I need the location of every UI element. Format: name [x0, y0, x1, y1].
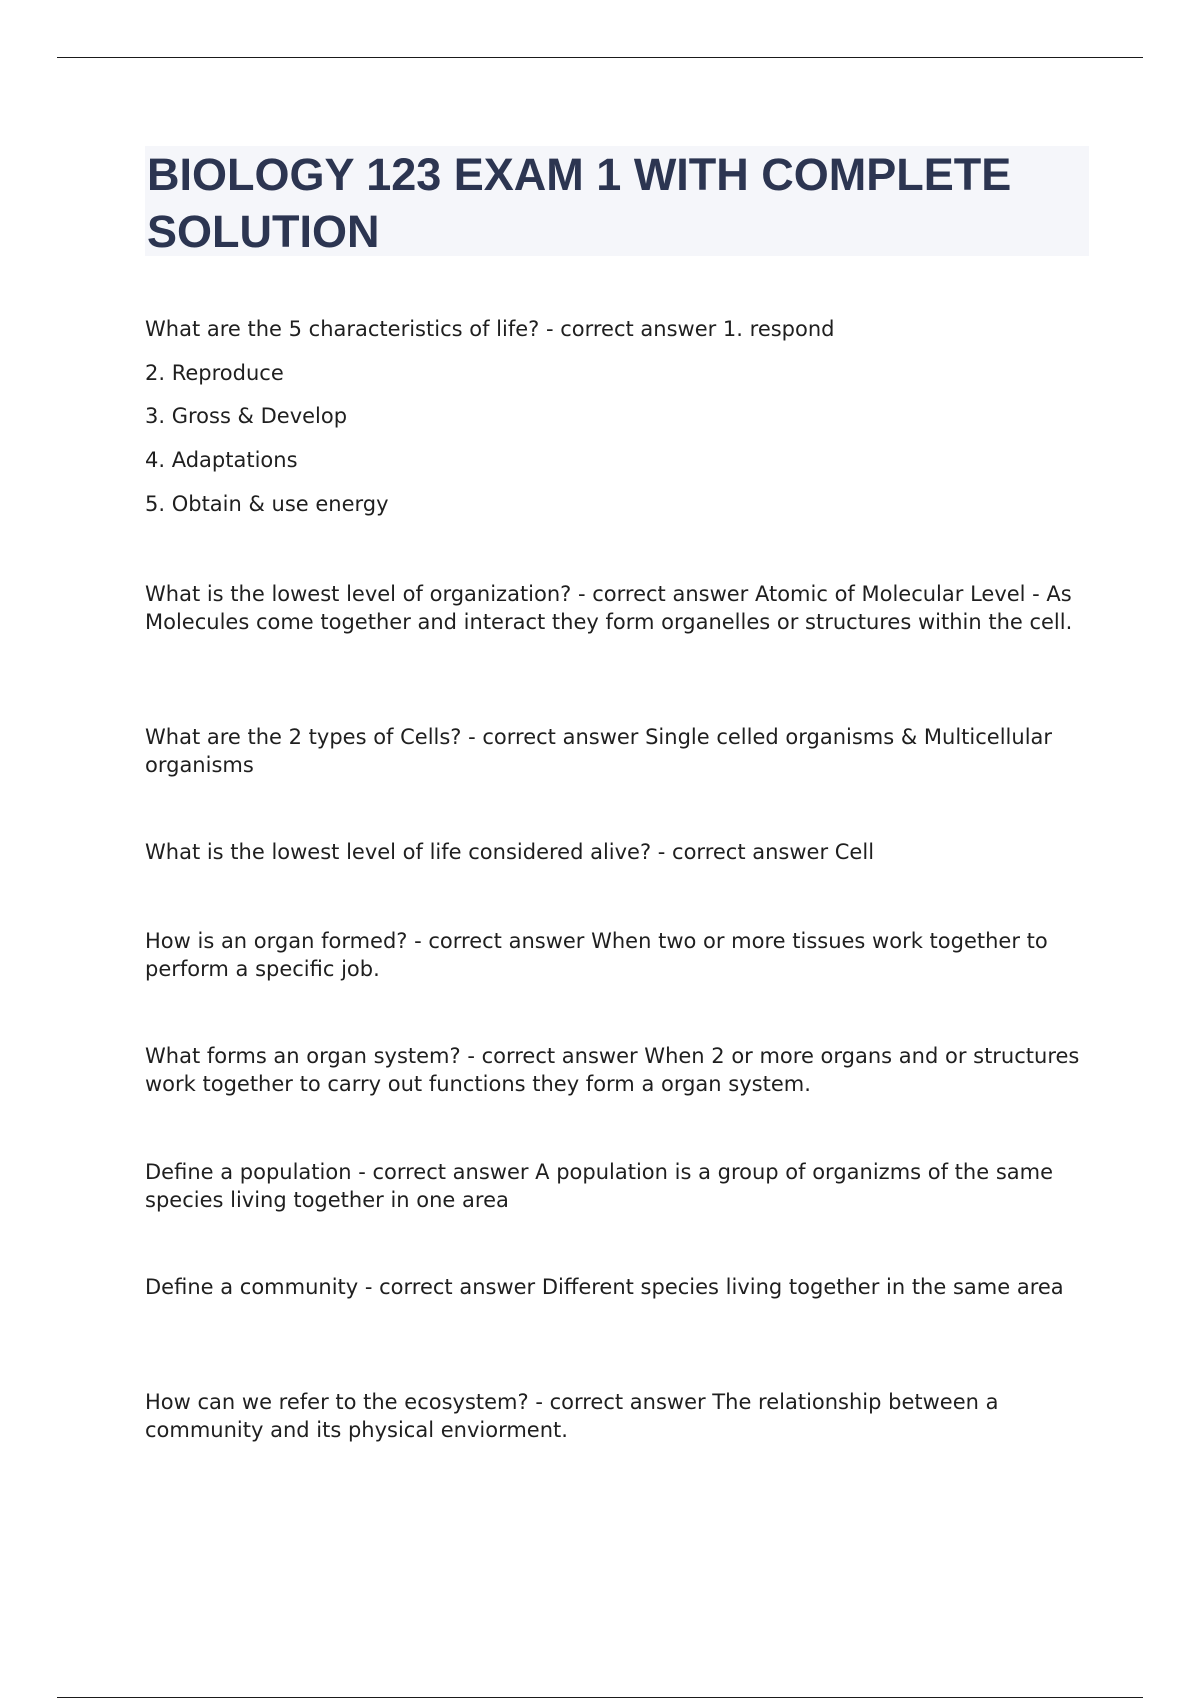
- qa-text: How is an organ formed? - correct answer When two or more tissues work together to perform a specific job.: [145, 929, 1048, 981]
- qa-text: What are the 5 characteristics of life? - correct answer 1. respond: [145, 317, 835, 341]
- title-banner: [145, 146, 1089, 256]
- qa-item-3: [145, 723, 1095, 779]
- answer-list-item: 5. Obtain & use energy: [145, 492, 389, 516]
- answer-list-item: 4. Adaptations: [145, 448, 298, 472]
- qa-item-1: [145, 315, 1095, 343]
- qa-item-7: [145, 1158, 1095, 1214]
- qa-text: How can we refer to the ecosystem? - correct answer The relationship between a community and its physical enviorment.: [145, 1390, 999, 1442]
- qa-text: What are the 2 types of Cells? - correct answer Single celled organisms & Multicellular organisms: [145, 725, 1053, 777]
- qa-text: What is the lowest level of organization? - correct answer Atomic of Molecular Level - As Molecules come together and interact they form organelles or structures within the cell.: [145, 582, 1073, 634]
- qa-text: What forms an organ system? - correct answer When 2 or more organs and or structures work together to carry out functions they form a organ system.: [145, 1044, 1080, 1096]
- qa-item-4: [145, 838, 1095, 866]
- qa-text: What is the lowest level of life considered alive? - correct answer Cell: [145, 840, 875, 864]
- qa-text: Define a community - correct answer Different species living together in the same area: [145, 1275, 1064, 1299]
- qa-item-6: [145, 1042, 1095, 1098]
- answer-list-item: 2. Reproduce: [145, 361, 284, 385]
- top-rule: [57, 57, 1143, 58]
- qa-text: Define a population - correct answer A population is a group of organizms of the same species living together in one area: [145, 1160, 1054, 1212]
- qa-item-9: [145, 1388, 1095, 1444]
- qa-item-2: [145, 580, 1095, 636]
- qa-item-8: [145, 1273, 1095, 1301]
- page-title: BIOLOGY 123 EXAM 1 WITH COMPLETE SOLUTION: [147, 149, 1012, 257]
- qa-item-5: [145, 927, 1095, 983]
- bottom-rule: [57, 1697, 1143, 1698]
- answer-list-item: 3. Gross & Develop: [145, 404, 348, 428]
